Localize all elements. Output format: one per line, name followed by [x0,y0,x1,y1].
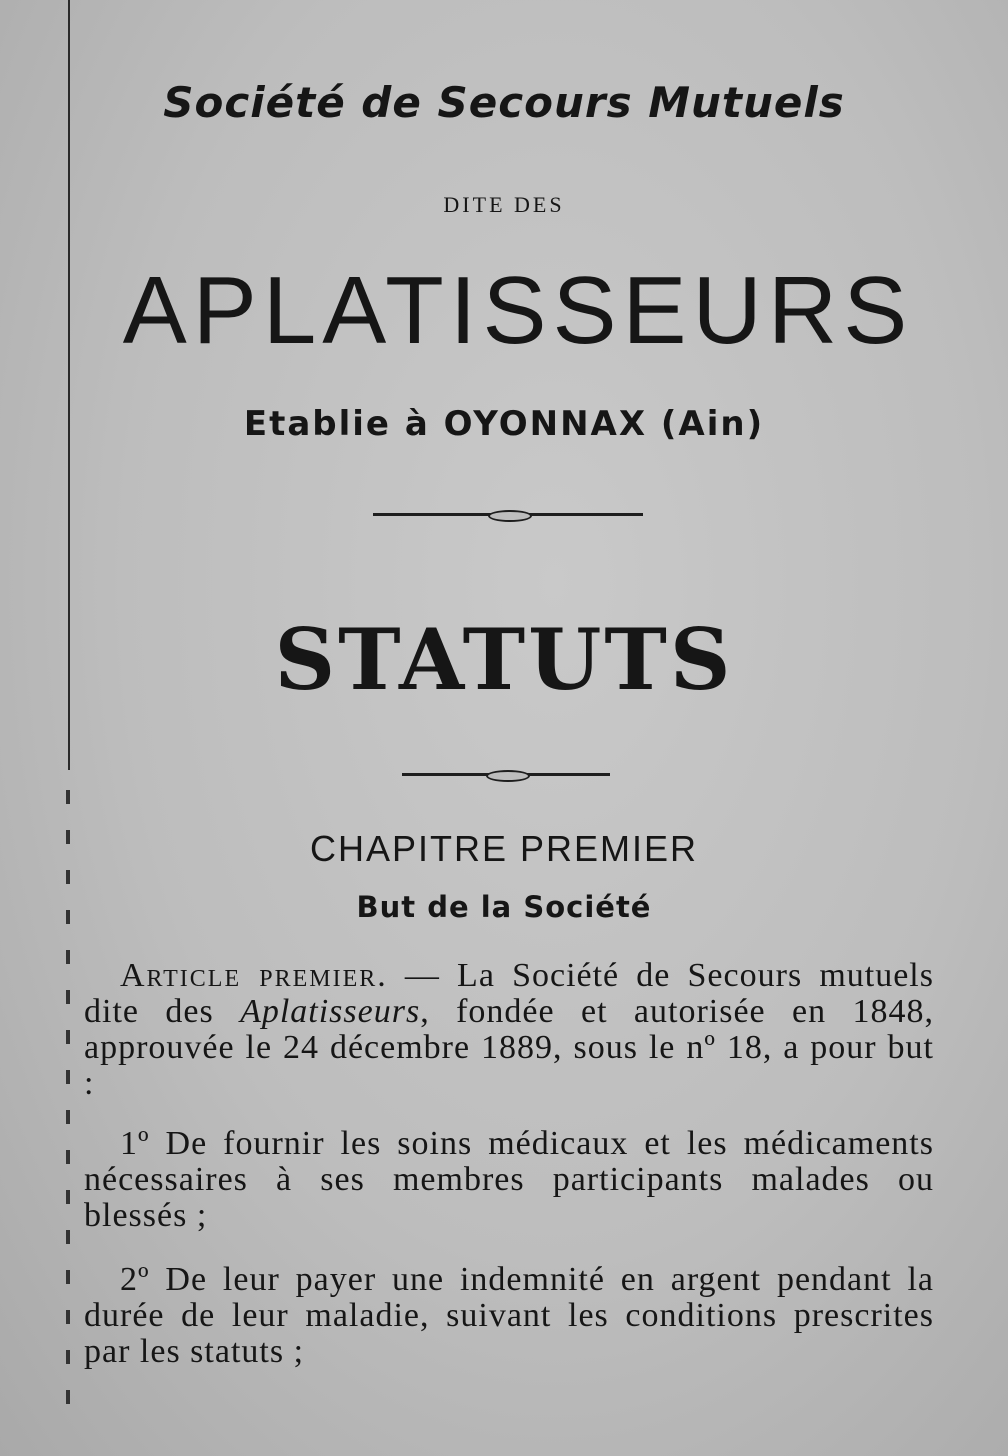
ornament-divider-bottom [402,773,610,776]
chapter-heading: CHAPITRE PREMIER [309,828,699,869]
margin-dots [66,790,70,1430]
chapter-subheading: But de la Société [356,890,652,924]
society-heading: Société de Secours Mutuels [163,78,845,127]
document-title: STATUTS [274,610,734,709]
article-label: Article premier. [120,957,388,994]
article-rest: , fondée et autorisée en 1848, approuvée le 24 décembre 1889, sous le nº 18, a pour but : [84,993,934,1102]
article-item-2: 2º De leur payer une indemnité en argent pendant la durée de leur maladie, suivant les conditions prescrites par les statuts ; [84,1261,934,1370]
article-paragraph [84,958,934,1102]
dite-des-label: DITE DES [443,192,565,217]
established-location: Etablie à OYONNAX (Ain) [243,404,765,444]
article-italic-name: Aplatisseurs [240,993,421,1030]
article-item-1: 1º De fournir les soins médicaux et les médicaments nécessaires à ses membres participants malades ou blessés ; [84,1125,934,1234]
ornament-divider-top [373,513,643,516]
article-text: — La Société de Secours mutuels dite des [84,957,934,1030]
society-name: APLATISSEURS [122,257,914,364]
